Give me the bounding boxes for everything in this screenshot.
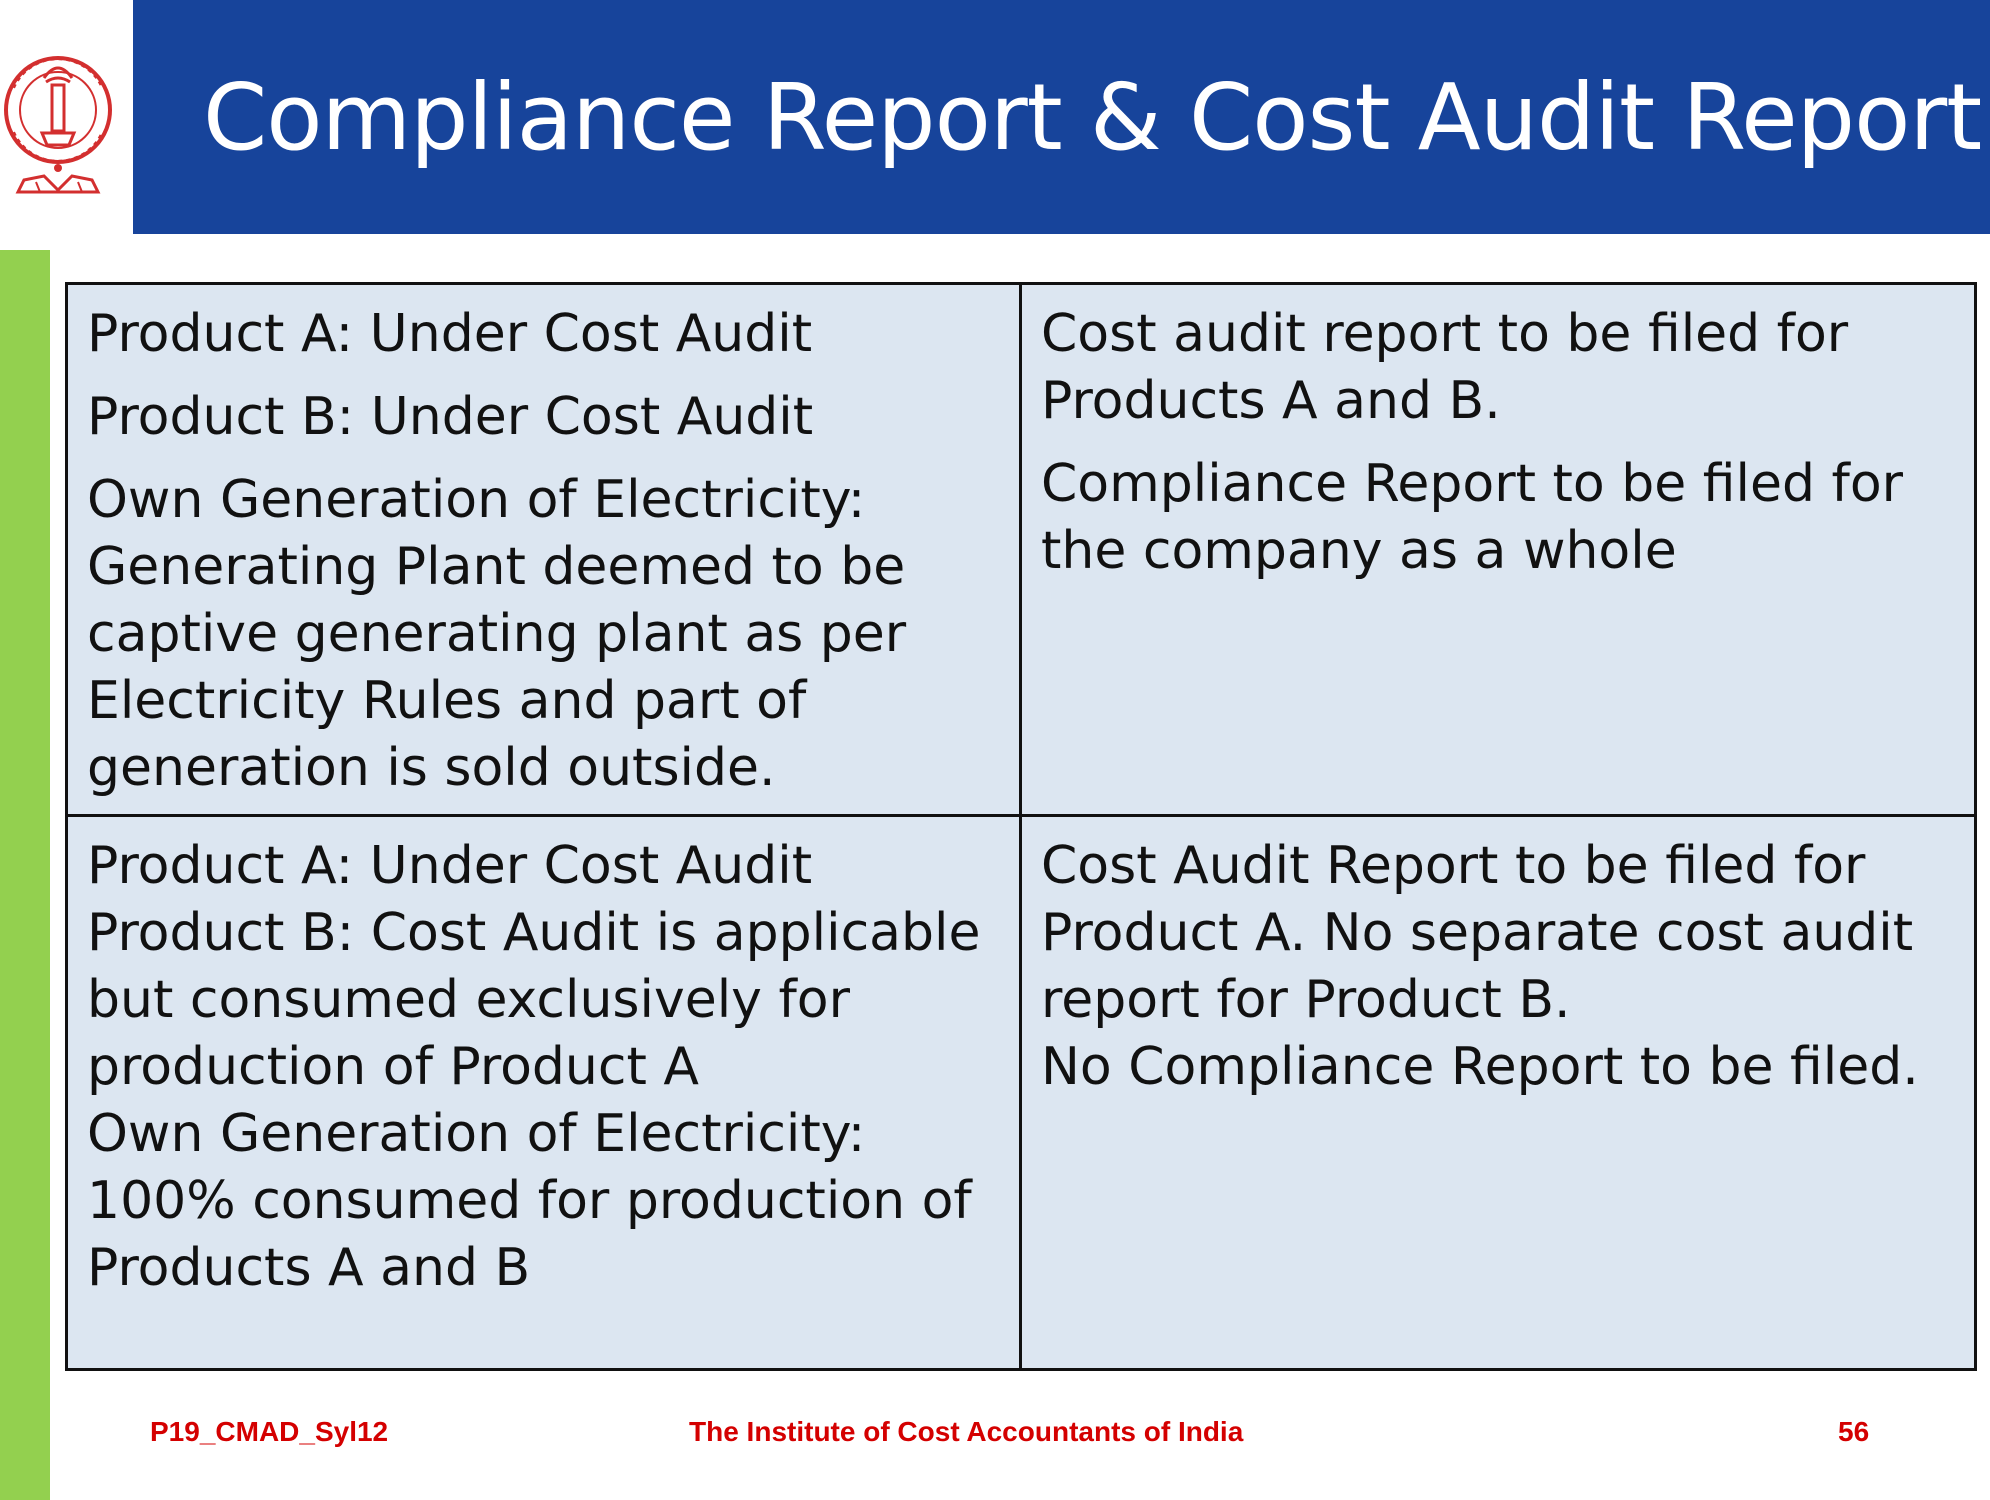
table-text: Own Generation of Electricity: 100% consumed for production of Products A and B: [87, 1104, 972, 1298]
table-text: No Compliance Report to be filed.: [1041, 1037, 1919, 1097]
page-number: 56: [1838, 1416, 1870, 1447]
table-cell-right: [1021, 816, 1976, 1370]
table-text: Cost audit report to be filed for Products A and B.: [1041, 304, 1849, 431]
institute-logo: [0, 0, 130, 234]
comparison-table: [65, 282, 1977, 1371]
table-cell-left: [67, 816, 1021, 1370]
footer-institute-name: The Institute of Cost Accountants of India: [689, 1416, 1244, 1447]
table-text: Compliance Report to be filed for the company as a whole: [1041, 454, 1904, 581]
footer-course-code: P19_CMAD_Syl12: [150, 1416, 389, 1447]
table-text: Product A: Under Cost Audit: [87, 836, 813, 896]
left-accent-bar: [0, 250, 50, 1500]
table-text: Product B: Cost Audit is applicable but consumed exclusively for production of Product A: [87, 903, 981, 1097]
table-text: Product B: Under Cost Audit: [87, 387, 814, 447]
table-row: [67, 284, 1976, 816]
table-cell-right: [1021, 284, 1976, 816]
table-row: [67, 816, 1976, 1370]
table-cell-left: [67, 284, 1021, 816]
table-text: Product A: Under Cost Audit: [87, 304, 813, 364]
slide-title: Compliance Report & Cost Audit Report: [203, 64, 1982, 171]
title-banner: [133, 0, 1990, 234]
table-text: Own Generation of Electricity: Generating Plant deemed to be captive generating plant as per Electricity Rules and part of generation is sold outside.: [87, 470, 907, 798]
table-text: Cost Audit Report to be filed for Product A. No separate cost audit report for Product B.: [1041, 836, 1914, 1030]
